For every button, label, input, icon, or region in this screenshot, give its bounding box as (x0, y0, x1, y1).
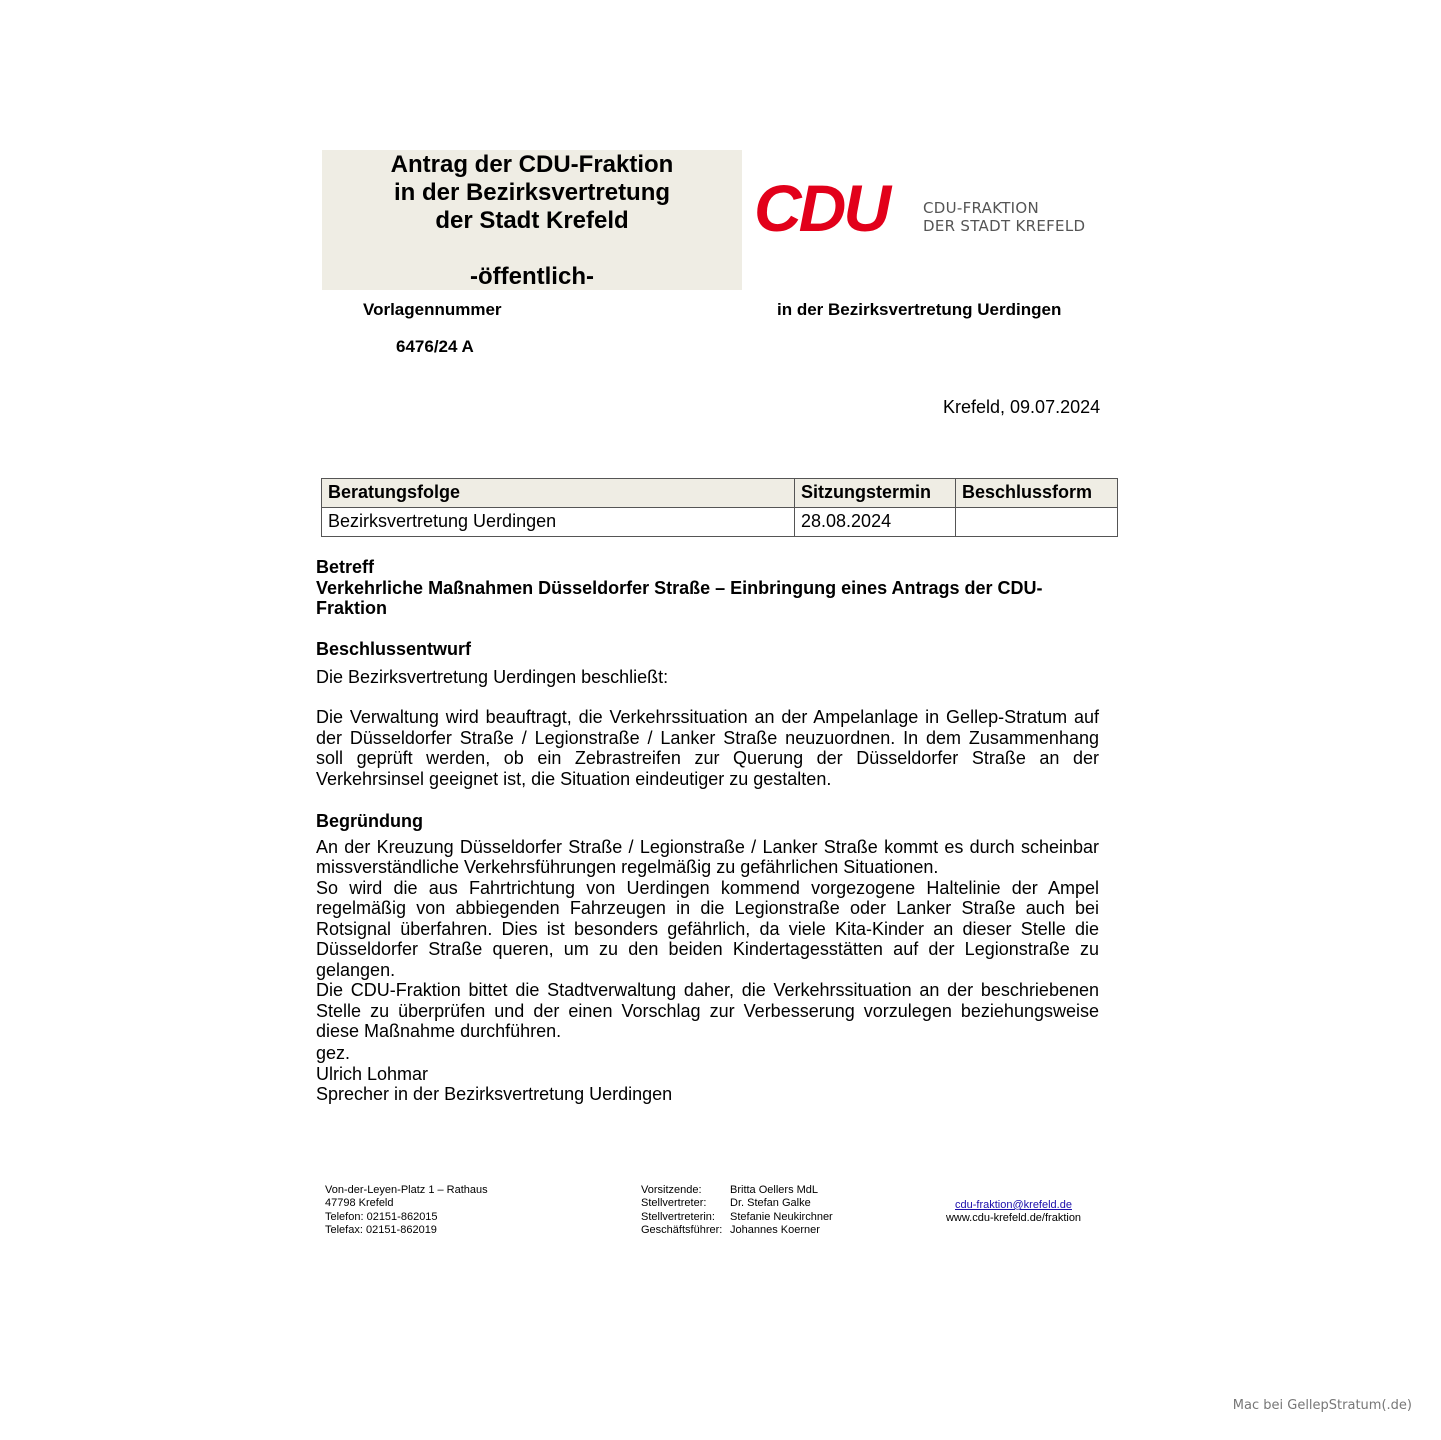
logo-subtitle-line-2: DER STADT KREFELD (923, 217, 1086, 235)
vorlage-label: Vorlagennummer (363, 300, 502, 319)
footer-person-name: Johannes Koerner (730, 1223, 820, 1236)
beschluss-text: Die Verwaltung wird beauftragt, die Verkehrssituation an der Ampelanlage in Gellep-Stratum auf der Düsseldorfer Straße / Legionstraße / Lanker Straße neuzuordnen. In dem Zusammenhang soll geprüft werden, ob ein Zebrastreifen zur Querung der Düsseldorfer Straße an der Verkehrsinsel geeignet ist, die Situation eindeutiger zu gestalten. (316, 707, 1099, 789)
betreff-text: Verkehrliche Maßnahmen Düsseldorfer Straße – Einbringung eines Antrags der CDU-Fraktion (316, 577, 1043, 618)
cdu-logo: CDU (754, 171, 888, 245)
table-cell: 28.08.2024 (795, 508, 956, 537)
footer-person-row (641, 1224, 833, 1237)
title-line-3: der Stadt Krefeld (435, 207, 629, 234)
footer-address-line: Telefax: 02151-862019 (325, 1223, 437, 1236)
footer-person-name: Stefanie Neukirchner (730, 1210, 833, 1223)
logo-subtitle (923, 199, 1085, 235)
begruendung-paragraph-2: So wird die aus Fahrtrichtung von Uerdingen kommend vorgezogene Haltelinie der Ampel regelmäßig von abbiegenden Fahrzeugen in die Legionstraße oder Lanker Straße auch bei Rotsignal überfahren. Dies ist besonders gefährlich, da viele Kita-Kinder an dieser Stelle die Düsseldorfer Straße queren, um zu den beiden Kindertagesstätten auf der Legionstraße zu gelangen. (316, 877, 1099, 980)
footer-person-label: Stellvertreterin: (641, 1210, 715, 1223)
footer-person-row (641, 1197, 833, 1210)
visibility-label: -öffentlich- (470, 263, 594, 290)
footer-person-name: Dr. Stefan Galke (730, 1197, 811, 1210)
footer-person-row (641, 1211, 833, 1224)
footer-web: www.cdu-krefeld.de/fraktion (945, 1212, 1082, 1225)
signature-name: Ulrich Lohmar (316, 1063, 429, 1084)
begruendung-section (316, 811, 1099, 1042)
table-cell: Bezirksvertretung Uerdingen (322, 508, 795, 537)
title-box (322, 150, 742, 290)
title-line-2: in der Bezirksvertretung (393, 179, 671, 206)
table-cell (956, 508, 1118, 537)
table-header: Beratungsfolge (322, 479, 795, 508)
logo-subtitle-line-1: CDU-FRAKTION (923, 199, 1040, 217)
gremium-label: in der Bezirksvertretung Uerdingen (777, 300, 1062, 319)
beschluss-section (316, 639, 1099, 789)
begruendung-paragraph-1: An der Kreuzung Düsseldorfer Straße / Legionstraße / Lanker Straße kommt es durch scheinbar missverständliche Verkehrsführungen regelmäßig zu gefährlichen Situationen. (316, 836, 1099, 877)
betreff-section (316, 557, 1086, 619)
beratungsfolge-table (321, 478, 1118, 537)
footer-address-line: 47798 Krefeld (325, 1197, 394, 1210)
footer-person-label: Geschäftsführer: (641, 1223, 723, 1236)
footer-person-label: Stellvertreter: (641, 1197, 707, 1210)
watermark: Mac bei GellepStratum(.de) (1232, 1398, 1412, 1413)
title-line-1: Antrag der CDU-Fraktion (390, 151, 674, 178)
table-header: Sitzungstermin (795, 479, 956, 508)
footer-email-link[interactable]: cdu-fraktion@krefeld.de (955, 1199, 1072, 1211)
footer-address-line: Telefon: 02151-862015 (325, 1210, 438, 1223)
vorlage-number: 6476/24 A (396, 337, 474, 356)
footer-person-row (641, 1184, 833, 1197)
begruendung-paragraph-3: Die CDU-Fraktion bittet die Stadtverwaltung daher, die Verkehrssituation an der beschriebenen Stelle zu überprüfen und der einen Vorschlag zur Verbesserung vorzulegen beziehungsweise diese Maßnahme durchführen. (316, 980, 1099, 1041)
begruendung-heading: Begründung (316, 811, 423, 831)
betreff-heading: Betreff (316, 557, 375, 577)
beschluss-heading: Beschlussentwurf (316, 639, 472, 659)
footer-person-label: Vorsitzende: (641, 1184, 702, 1196)
table-header: Beschlussform (956, 479, 1118, 508)
footer-address-line: Von-der-Leyen-Platz 1 – Rathaus (325, 1184, 488, 1196)
table-header-row (322, 479, 1118, 508)
footer-contact (943, 1199, 1084, 1226)
signature-role: Sprecher in der Bezirksvertretung Uerdingen (316, 1084, 673, 1104)
table-row (322, 508, 1118, 537)
beschluss-intro: Die Bezirksvertretung Uerdingen beschließt: (316, 666, 669, 687)
signature-block (316, 1043, 1099, 1105)
signature-gez: gez. (316, 1043, 351, 1063)
footer-people (641, 1184, 833, 1237)
date-line: Krefeld, 09.07.2024 (943, 397, 1101, 417)
footer-address (325, 1184, 488, 1237)
footer-person-name: Britta Oellers MdL (730, 1184, 819, 1196)
